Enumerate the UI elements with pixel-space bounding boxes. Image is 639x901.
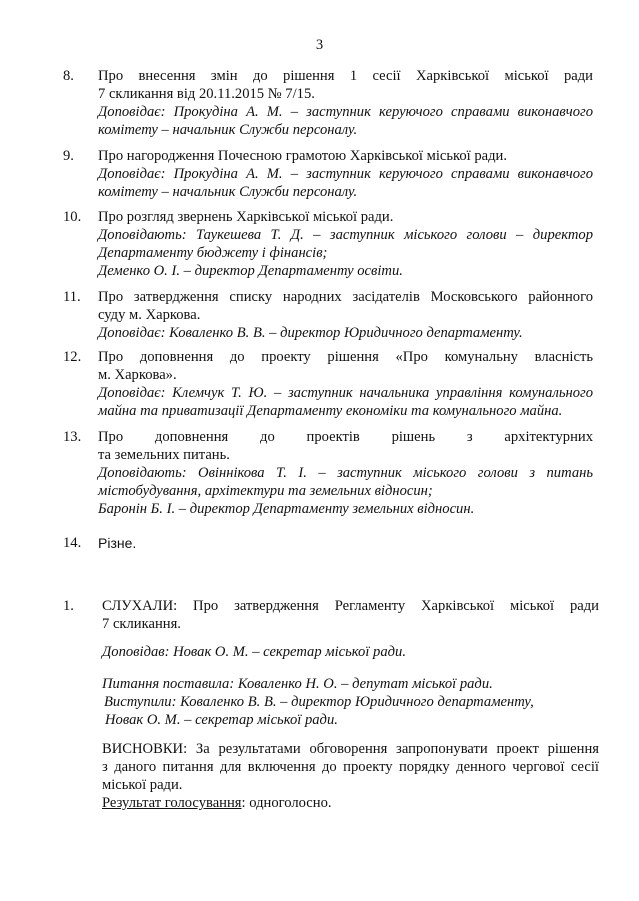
item-title-line: 7 скликання від 20.11.2015 № 7/15. — [98, 86, 315, 102]
item-speaker-line: Доповідає: Прокудіна А. М. – заступник керуючого справами виконавчого — [98, 166, 593, 182]
item-title-line: та земельних питань. — [98, 447, 230, 463]
item-speaker-line: Департаменту бюджету і фінансів; — [98, 245, 328, 261]
item-title-line: Про доповнення до проекту рішення «Про комунальну власність — [98, 349, 593, 365]
question-by-line: Питання поставила: Коваленко Н. О. – депутат міської ради. — [102, 676, 493, 692]
item-title-line: Про нагородження Почесною грамотою Харківської міської ради. — [98, 148, 508, 164]
spoke-line: Виступили: Коваленко В. В. – директор Юридичного департаменту, — [104, 694, 534, 710]
conclusions-block — [63, 740, 599, 812]
conclusion-line: міської ради. — [102, 777, 183, 793]
agenda-item-13 — [63, 428, 593, 518]
reporter-block — [63, 643, 599, 661]
item-title-line: Про доповнення до проектів рішень з архітектурних — [98, 429, 593, 445]
item-speaker-line: Доповідає: Прокудіна А. М. – заступник керуючого справами виконавчого — [98, 104, 593, 120]
agenda-item-9 — [63, 147, 593, 201]
item-speaker-line: містобудування, архітектури та земельних відносин; — [98, 483, 433, 499]
item-speaker-line: комітету – начальник Служби персоналу. — [98, 122, 358, 138]
conclusion-line: з даного питання для включення до проекту порядку денного чергової сесії — [102, 759, 599, 775]
item-number: 11. — [63, 289, 81, 305]
item-title-line: Про внесення змін до рішення 1 сесії Харківської міської ради — [98, 68, 593, 84]
item-number: 12. — [63, 349, 82, 365]
item-speaker-line: майна та приватизації Департаменту економіки та комунального майна. — [98, 403, 563, 419]
item-speaker-line: Доповідає: Коваленко В. В. – директор Юридичного департаменту. — [98, 325, 523, 341]
agenda-item-10 — [63, 208, 593, 280]
vote-label: Результат голосування — [102, 795, 242, 811]
agenda-item-12 — [63, 348, 593, 420]
page-number: 3 — [315, 37, 324, 53]
item-title-line: суду м. Харкова. — [98, 307, 201, 323]
spoke-line: Новак О. М. – секретар міської ради. — [105, 712, 338, 728]
item-title-line: Різне. — [98, 535, 137, 551]
vote-result — [102, 794, 599, 812]
item-number: 8. — [63, 68, 74, 84]
discussion-block — [63, 675, 599, 729]
decision-block — [63, 597, 599, 633]
item-number: 13. — [63, 429, 82, 445]
vote-value: : одноголосно. — [241, 795, 332, 811]
heard-line: СЛУХАЛИ: Про затвердження Регламенту Харківської міської ради — [102, 598, 599, 614]
agenda-item-14 — [63, 534, 593, 552]
item-speaker-line: Доповідає: Клемчук Т. Ю. – заступник начальника управління комунального — [98, 385, 593, 401]
item-number: 14. — [63, 535, 82, 551]
item-speaker-line: комітету – начальник Служби персоналу. — [98, 184, 358, 200]
decision-number: 1. — [63, 598, 74, 614]
heard-line: 7 скликання. — [102, 616, 181, 632]
item-speaker-line: Баронін Б. І. – директор Департаменту земельних відносин. — [98, 501, 475, 517]
conclusion-line: ВИСНОВКИ: За результатами обговорення запропонувати проект рішення — [102, 741, 599, 757]
agenda-item-11 — [63, 288, 593, 342]
agenda-item-8 — [63, 67, 593, 139]
item-title-line: Про розгляд звернень Харківської міської ради. — [98, 209, 394, 225]
item-speaker-line: Доповідають: Овіннікова Т. І. – заступник міського голови з питань — [98, 465, 593, 481]
item-title-line: Про затвердження списку народних засідателів Московського районного — [98, 289, 593, 305]
item-speaker-line: Деменко О. І. – директор Департаменту освіти. — [98, 263, 403, 279]
item-title-line: м. Харкова». — [98, 367, 177, 383]
reporter-line: Доповідав: Новак О. М. – секретар міської ради. — [102, 644, 406, 660]
item-number: 10. — [63, 209, 82, 225]
item-speaker-line: Доповідають: Таукешева Т. Д. – заступник міського голови – директор — [98, 227, 593, 243]
item-number: 9. — [63, 148, 74, 164]
